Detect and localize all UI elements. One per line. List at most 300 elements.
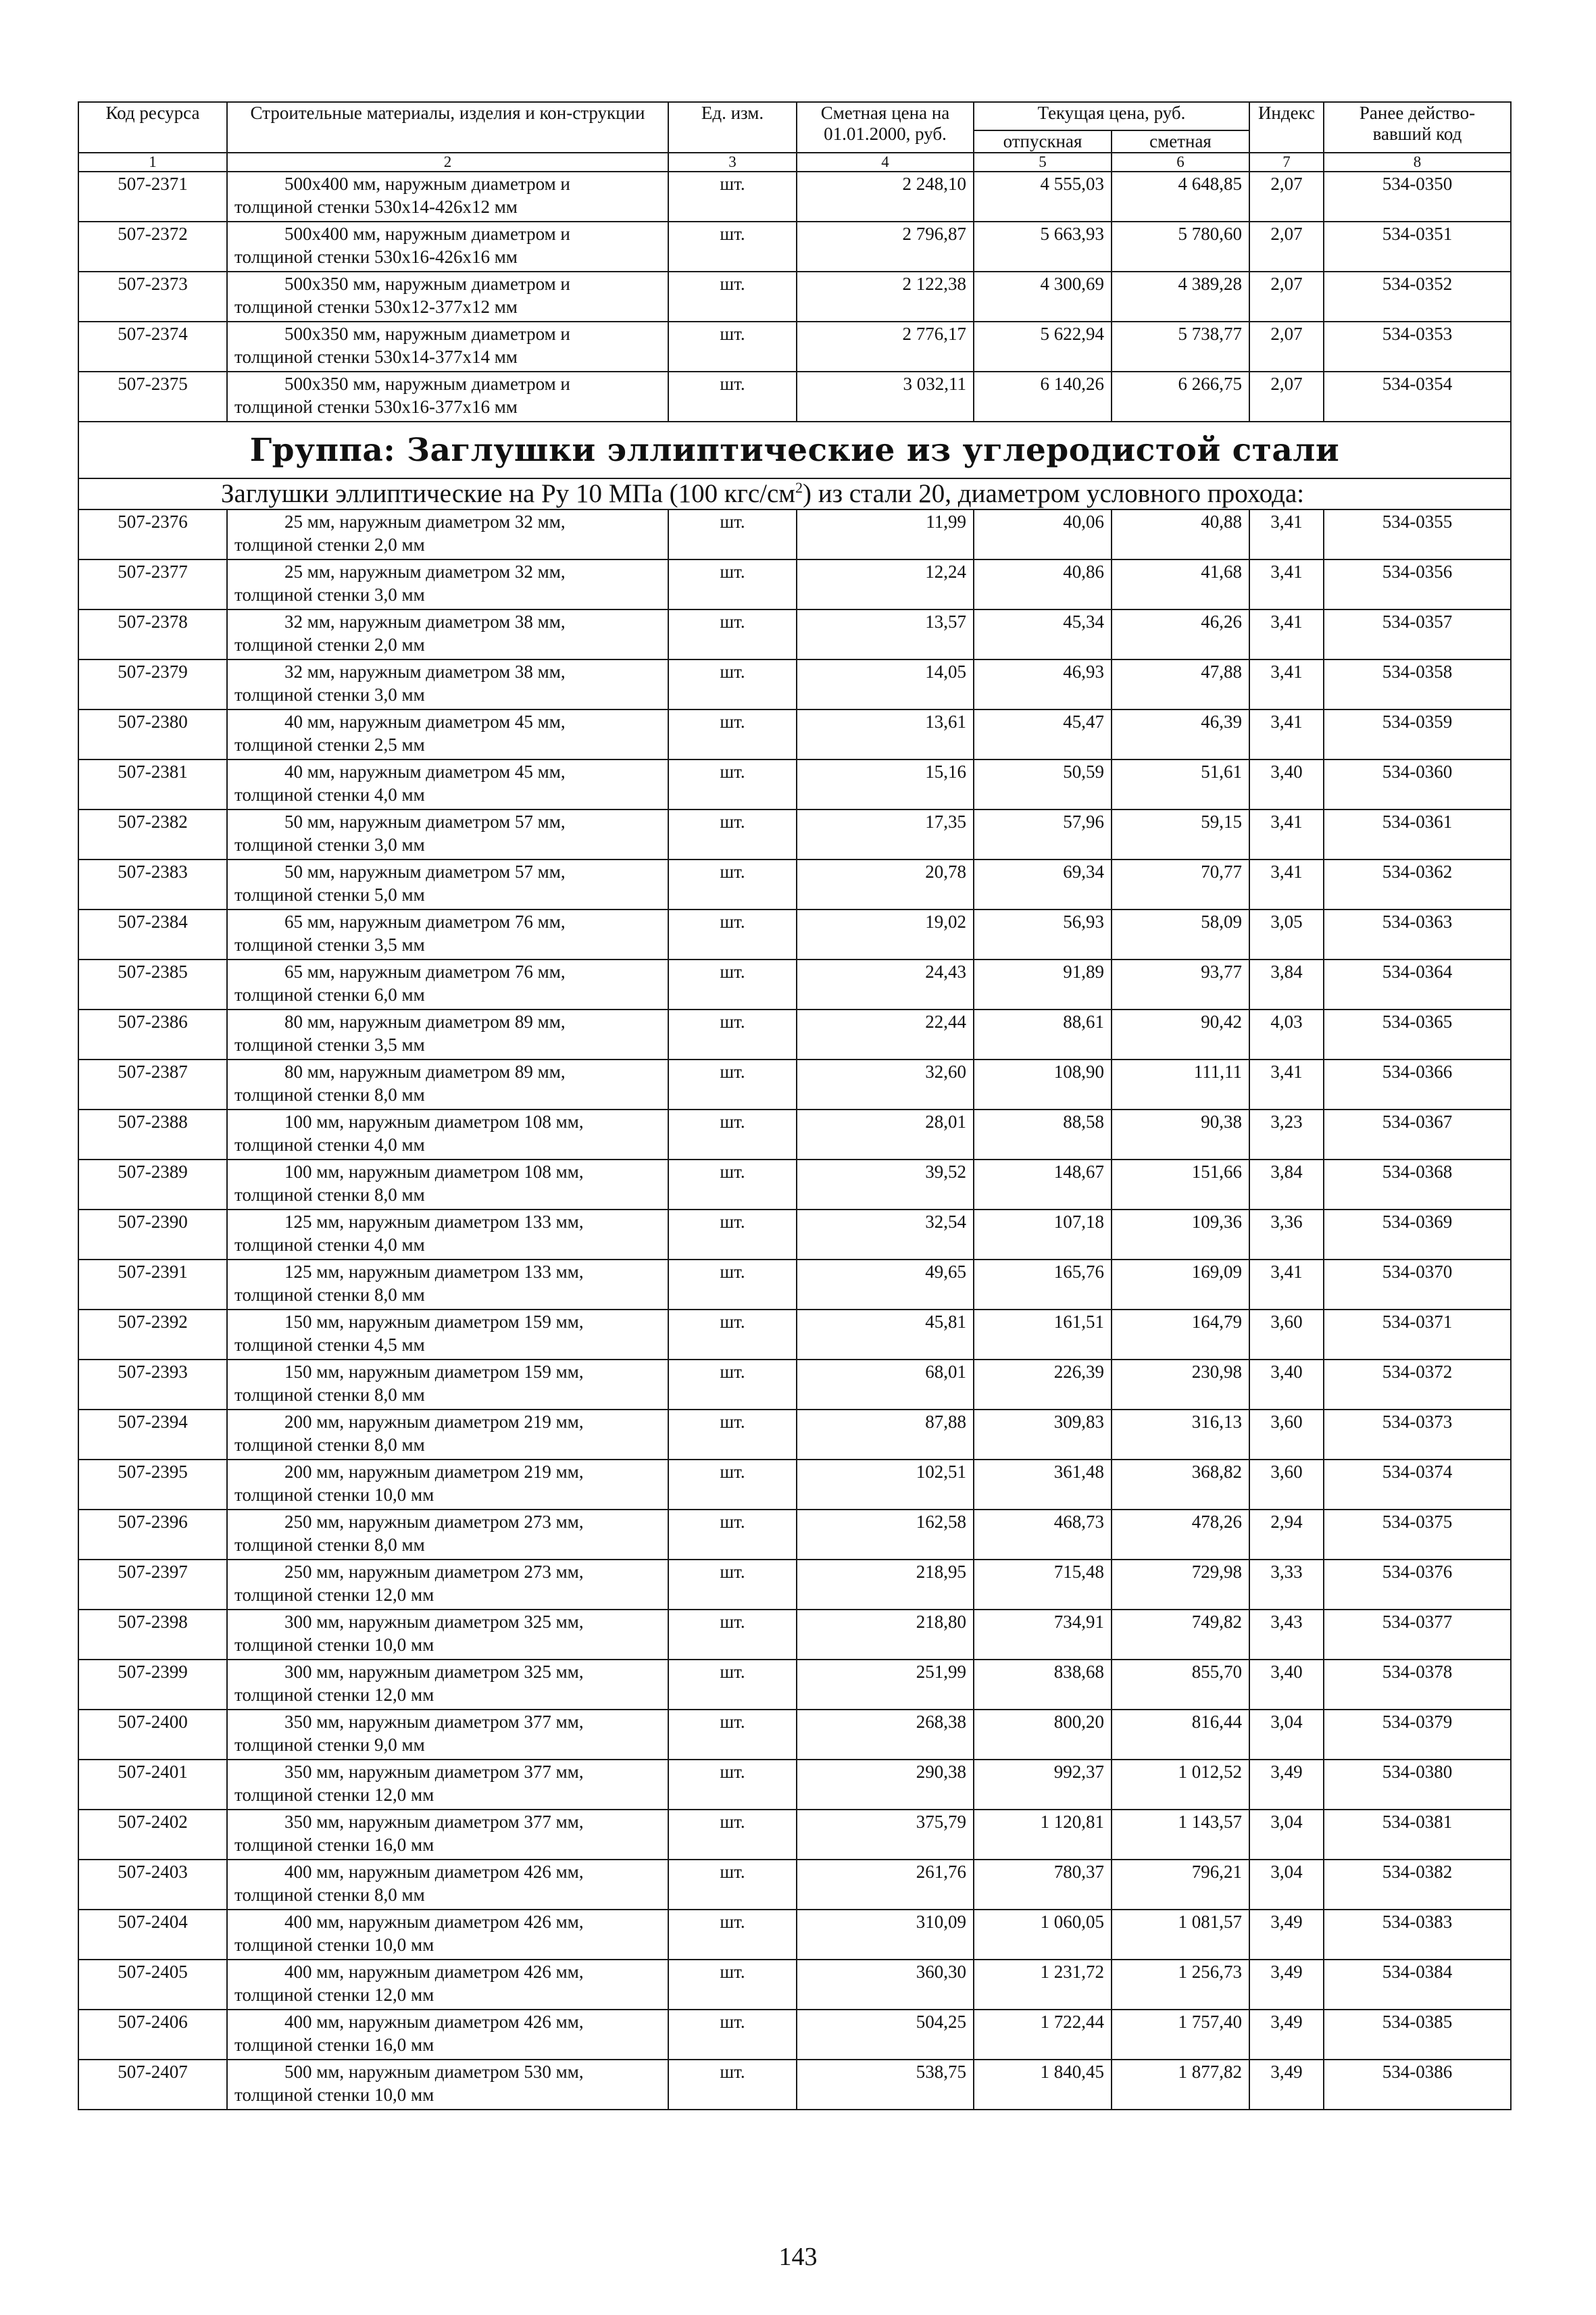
release-price: 50,59 (974, 760, 1112, 810)
unit: шт. (668, 760, 797, 810)
table-row (78, 1760, 1511, 1810)
table-row (78, 659, 1511, 710)
material-description (227, 1460, 668, 1510)
previous-code: 534-0386 (1324, 2060, 1511, 2110)
price-index: 3,43 (1249, 1610, 1324, 1660)
table-row (78, 2010, 1511, 2060)
price-2000: 24,43 (797, 960, 974, 1010)
description-line-1: 150 мм, наружным диаметром 159 мм, (284, 1362, 584, 1382)
unit: шт. (668, 1410, 797, 1460)
description-line-2: толщиной стенки 530x12-377x12 мм (234, 297, 518, 317)
header-release-price: отпускная (974, 130, 1112, 153)
description-line-1: 500x400 мм, наружным диаметром и (284, 224, 570, 244)
release-price: 1 120,81 (974, 1810, 1112, 1860)
description-line-2: толщиной стенки 2,0 мм (234, 534, 425, 555)
release-price: 1 722,44 (974, 2010, 1112, 2060)
resource-code: 507-2371 (78, 172, 227, 222)
estimate-price: 90,42 (1112, 1010, 1249, 1060)
release-price: 40,06 (974, 509, 1112, 559)
previous-code: 534-0351 (1324, 222, 1511, 272)
price-index: 3,36 (1249, 1210, 1324, 1260)
estimate-price: 230,98 (1112, 1360, 1249, 1410)
description-line-2: толщиной стенки 8,0 мм (234, 1435, 425, 1455)
price-2000: 49,65 (797, 1260, 974, 1310)
description-line-1: 350 мм, наружным диаметром 377 мм, (284, 1762, 584, 1782)
price-2000: 360,30 (797, 1960, 974, 2010)
price-2000: 3 032,11 (797, 372, 974, 422)
table-row (78, 1810, 1511, 1860)
unit: шт. (668, 1860, 797, 1910)
table-row (78, 710, 1511, 760)
subgroup-title (78, 478, 1511, 509)
description-line-1: 400 мм, наружным диаметром 426 мм, (284, 1912, 584, 1932)
description-line-1: 25 мм, наружным диаметром 32 мм, (284, 562, 566, 582)
unit: шт. (668, 2060, 797, 2110)
estimate-price: 6 266,75 (1112, 372, 1249, 422)
price-2000: 14,05 (797, 659, 974, 710)
description-line-2: толщиной стенки 3,0 мм (234, 684, 425, 705)
resource-code: 507-2396 (78, 1510, 227, 1560)
release-price: 91,89 (974, 960, 1112, 1010)
previous-code: 534-0383 (1324, 1910, 1511, 1960)
price-2000: 12,24 (797, 559, 974, 609)
release-price: 161,51 (974, 1310, 1112, 1360)
resource-code: 507-2378 (78, 609, 227, 659)
description-line-2: толщиной стенки 3,0 мм (234, 584, 425, 605)
previous-code: 534-0355 (1324, 509, 1511, 559)
release-price: 107,18 (974, 1210, 1112, 1260)
description-line-1: 500x350 мм, наружным диаметром и (284, 324, 570, 344)
unit: шт. (668, 860, 797, 910)
material-description (227, 272, 668, 322)
material-description (227, 1360, 668, 1410)
resource-code: 507-2389 (78, 1160, 227, 1210)
estimate-price: 816,44 (1112, 1710, 1249, 1760)
price-index: 3,05 (1249, 910, 1324, 960)
previous-code: 534-0377 (1324, 1610, 1511, 1660)
column-number: 4 (797, 153, 974, 172)
description-line-2: толщиной стенки 12,0 мм (234, 1785, 434, 1805)
unit: шт. (668, 609, 797, 659)
unit: шт. (668, 960, 797, 1010)
price-index: 3,04 (1249, 1810, 1324, 1860)
material-description (227, 372, 668, 422)
price-index: 3,41 (1249, 710, 1324, 760)
table-row (78, 372, 1511, 422)
price-2000: 11,99 (797, 509, 974, 559)
estimate-price: 1 012,52 (1112, 1760, 1249, 1810)
description-line-2: толщиной стенки 3,0 мм (234, 835, 425, 855)
release-price: 5 622,94 (974, 322, 1112, 372)
description-line-2: толщиной стенки 4,0 мм (234, 1235, 425, 1255)
table-row (78, 609, 1511, 659)
release-price: 5 663,93 (974, 222, 1112, 272)
price-index: 3,49 (1249, 1960, 1324, 2010)
release-price: 715,48 (974, 1560, 1112, 1610)
column-number: 6 (1112, 153, 1249, 172)
rows-top (78, 172, 1511, 422)
material-description (227, 1210, 668, 1260)
description-line-2: толщиной стенки 12,0 мм (234, 1685, 434, 1705)
price-index: 3,41 (1249, 609, 1324, 659)
material-description (227, 1810, 668, 1860)
estimate-price: 46,39 (1112, 710, 1249, 760)
group-title: Группа: Заглушки эллиптические из углеродистой стали (78, 422, 1511, 478)
release-price: 88,58 (974, 1110, 1112, 1160)
resource-code: 507-2400 (78, 1710, 227, 1760)
material-description (227, 172, 668, 222)
previous-code: 534-0378 (1324, 1660, 1511, 1710)
resource-code: 507-2387 (78, 1060, 227, 1110)
release-price: 309,83 (974, 1410, 1112, 1460)
price-index: 4,03 (1249, 1010, 1324, 1060)
price-2000: 538,75 (797, 2060, 974, 2110)
material-description (227, 1910, 668, 1960)
description-line-2: толщиной стенки 8,0 мм (234, 1185, 425, 1205)
resource-code: 507-2388 (78, 1110, 227, 1160)
description-line-1: 350 мм, наружным диаметром 377 мм, (284, 1812, 584, 1832)
table-row (78, 1260, 1511, 1310)
previous-code: 534-0384 (1324, 1960, 1511, 2010)
resource-code: 507-2375 (78, 372, 227, 422)
release-price: 148,67 (974, 1160, 1112, 1210)
estimate-price: 5 738,77 (1112, 322, 1249, 372)
page-number: 143 (778, 2243, 818, 2271)
unit: шт. (668, 2010, 797, 2060)
release-price: 361,48 (974, 1460, 1112, 1510)
price-index: 2,07 (1249, 222, 1324, 272)
description-line-1: 500x350 мм, наружным диаметром и (284, 274, 570, 294)
material-description (227, 559, 668, 609)
previous-code: 534-0379 (1324, 1710, 1511, 1760)
description-line-2: толщиной стенки 10,0 мм (234, 1935, 434, 1955)
estimate-price: 47,88 (1112, 659, 1249, 710)
table-row (78, 1160, 1511, 1210)
resource-code: 507-2372 (78, 222, 227, 272)
table-row (78, 760, 1511, 810)
price-2000: 310,09 (797, 1910, 974, 1960)
description-line-2: толщиной стенки 10,0 мм (234, 1635, 434, 1655)
table-row (78, 1660, 1511, 1710)
previous-code: 534-0357 (1324, 609, 1511, 659)
description-line-2: толщиной стенки 5,0 мм (234, 885, 425, 905)
previous-code: 534-0373 (1324, 1410, 1511, 1460)
unit: шт. (668, 1560, 797, 1610)
price-2000: 102,51 (797, 1460, 974, 1510)
table-row (78, 559, 1511, 609)
resource-code: 507-2384 (78, 910, 227, 960)
unit: шт. (668, 509, 797, 559)
resource-code: 507-2392 (78, 1310, 227, 1360)
price-index: 3,40 (1249, 760, 1324, 810)
previous-code: 534-0362 (1324, 860, 1511, 910)
release-price: 69,34 (974, 860, 1112, 910)
price-2000: 28,01 (797, 1110, 974, 1160)
header-index: Индекс (1249, 102, 1324, 153)
price-2000: 20,78 (797, 860, 974, 910)
estimate-price: 4 389,28 (1112, 272, 1249, 322)
description-line-1: 250 мм, наружным диаметром 273 мм, (284, 1562, 584, 1582)
material-description (227, 2010, 668, 2060)
release-price: 57,96 (974, 810, 1112, 860)
estimate-price: 41,68 (1112, 559, 1249, 609)
previous-code: 534-0353 (1324, 322, 1511, 372)
description-line-1: 400 мм, наружным диаметром 426 мм, (284, 2012, 584, 2032)
previous-code: 534-0354 (1324, 372, 1511, 422)
release-price: 468,73 (974, 1510, 1112, 1560)
price-index: 3,41 (1249, 810, 1324, 860)
description-line-1: 25 мм, наружным диаметром 32 мм, (284, 512, 566, 532)
table-row (78, 222, 1511, 272)
description-line-1: 250 мм, наружным диаметром 273 мм, (284, 1512, 584, 1532)
price-2000: 22,44 (797, 1010, 974, 1060)
material-description (227, 1510, 668, 1560)
description-line-2: толщиной стенки 4,0 мм (234, 785, 425, 805)
description-line-1: 500 мм, наружным диаметром 530 мм, (284, 2062, 584, 2082)
estimate-price: 1 877,82 (1112, 2060, 1249, 2110)
header-current-price: Текущая цена, руб. (974, 102, 1249, 130)
description-line-1: 80 мм, наружным диаметром 89 мм, (284, 1012, 566, 1032)
material-description (227, 1960, 668, 2010)
column-number-row (78, 153, 1511, 172)
unit: шт. (668, 322, 797, 372)
previous-code: 534-0385 (1324, 2010, 1511, 2060)
price-index: 3,41 (1249, 1260, 1324, 1310)
estimate-price: 46,26 (1112, 609, 1249, 659)
rows-main (78, 509, 1511, 2110)
unit: шт. (668, 1910, 797, 1960)
column-number: 5 (974, 153, 1112, 172)
estimate-price: 164,79 (1112, 1310, 1249, 1360)
resource-code: 507-2403 (78, 1860, 227, 1910)
resource-code: 507-2383 (78, 860, 227, 910)
price-index: 3,41 (1249, 559, 1324, 609)
description-line-1: 100 мм, наружным диаметром 108 мм, (284, 1112, 584, 1132)
material-description (227, 322, 668, 372)
resource-code: 507-2397 (78, 1560, 227, 1610)
material-description (227, 1560, 668, 1610)
release-price: 108,90 (974, 1060, 1112, 1110)
description-line-1: 125 мм, наружным диаметром 133 мм, (284, 1212, 584, 1232)
description-line-1: 200 мм, наружным диаметром 219 мм, (284, 1412, 584, 1432)
release-price: 165,76 (974, 1260, 1112, 1310)
material-description (227, 1660, 668, 1710)
description-line-2: толщиной стенки 530x16-426x16 мм (234, 247, 518, 267)
description-line-2: толщиной стенки 4,0 мм (234, 1135, 425, 1155)
release-price: 45,34 (974, 609, 1112, 659)
previous-code: 534-0375 (1324, 1510, 1511, 1560)
unit: шт. (668, 1310, 797, 1360)
resource-code: 507-2394 (78, 1410, 227, 1460)
table-header-row (78, 102, 1511, 130)
subgroup-row (78, 478, 1511, 509)
price-2000: 17,35 (797, 810, 974, 860)
previous-code: 534-0359 (1324, 710, 1511, 760)
header-code: Код ресурса (78, 102, 227, 153)
previous-code: 534-0350 (1324, 172, 1511, 222)
material-description (227, 1160, 668, 1210)
unit: шт. (668, 1210, 797, 1260)
estimate-price: 151,66 (1112, 1160, 1249, 1210)
description-line-1: 40 мм, наружным диаметром 45 мм, (284, 762, 566, 782)
resource-code: 507-2406 (78, 2010, 227, 2060)
release-price: 45,47 (974, 710, 1112, 760)
price-2000: 32,60 (797, 1060, 974, 1110)
material-description (227, 810, 668, 860)
table-row (78, 509, 1511, 559)
description-line-2: толщиной стенки 10,0 мм (234, 2085, 434, 2105)
release-price: 1 060,05 (974, 1910, 1112, 1960)
price-index: 3,40 (1249, 1360, 1324, 1410)
subgroup-text-before: Заглушки эллиптические на Ру 10 МПа (100 кгс/см (221, 479, 795, 508)
description-line-2: толщиной стенки 8,0 мм (234, 1885, 425, 1905)
table-row (78, 1010, 1511, 1060)
estimate-price: 1 256,73 (1112, 1960, 1249, 2010)
material-description (227, 1060, 668, 1110)
table-row (78, 860, 1511, 910)
estimate-price: 796,21 (1112, 1860, 1249, 1910)
resource-code: 507-2391 (78, 1260, 227, 1310)
previous-code: 534-0376 (1324, 1560, 1511, 1610)
description-line-1: 80 мм, наружным диаметром 89 мм, (284, 1062, 566, 1082)
price-2000: 39,52 (797, 1160, 974, 1210)
release-price: 4 300,69 (974, 272, 1112, 322)
price-index: 3,60 (1249, 1460, 1324, 1510)
table-row (78, 1210, 1511, 1260)
description-line-1: 40 мм, наружным диаметром 45 мм, (284, 712, 566, 732)
price-2000: 375,79 (797, 1810, 974, 1860)
table-row (78, 322, 1511, 372)
resource-code: 507-2399 (78, 1660, 227, 1710)
previous-code: 534-0361 (1324, 810, 1511, 860)
description-line-1: 500x350 мм, наружным диаметром и (284, 374, 570, 394)
material-description (227, 1610, 668, 1660)
description-line-2: толщиной стенки 8,0 мм (234, 1385, 425, 1405)
unit: шт. (668, 172, 797, 222)
price-index: 3,04 (1249, 1860, 1324, 1910)
material-description (227, 2060, 668, 2110)
unit: шт. (668, 222, 797, 272)
price-sheet (78, 101, 1510, 2110)
description-line-2: толщиной стенки 4,5 мм (234, 1335, 425, 1355)
estimate-price: 1 757,40 (1112, 2010, 1249, 2060)
release-price: 226,39 (974, 1360, 1112, 1410)
column-number: 3 (668, 153, 797, 172)
description-line-1: 400 мм, наружным диаметром 426 мм, (284, 1962, 584, 1982)
material-description (227, 1110, 668, 1160)
previous-code: 534-0381 (1324, 1810, 1511, 1860)
price-2000: 251,99 (797, 1660, 974, 1710)
price-index: 3,84 (1249, 1160, 1324, 1210)
description-line-1: 65 мм, наружным диаметром 76 мм, (284, 962, 566, 982)
group-section (78, 422, 1511, 509)
price-index: 2,07 (1249, 272, 1324, 322)
column-number: 7 (1249, 153, 1324, 172)
description-line-1: 100 мм, наружным диаметром 108 мм, (284, 1162, 584, 1182)
table-row (78, 172, 1511, 222)
previous-code: 534-0370 (1324, 1260, 1511, 1310)
estimate-price: 478,26 (1112, 1510, 1249, 1560)
unit: шт. (668, 1810, 797, 1860)
estimate-price: 70,77 (1112, 860, 1249, 910)
price-2000: 162,58 (797, 1510, 974, 1560)
unit: шт. (668, 810, 797, 860)
previous-code: 534-0352 (1324, 272, 1511, 322)
resource-code: 507-2407 (78, 2060, 227, 2110)
unit: шт. (668, 659, 797, 710)
estimate-price: 5 780,60 (1112, 222, 1249, 272)
unit: шт. (668, 1710, 797, 1760)
estimate-price: 316,13 (1112, 1410, 1249, 1460)
material-description (227, 710, 668, 760)
unit: шт. (668, 272, 797, 322)
resource-code: 507-2373 (78, 272, 227, 322)
resource-code: 507-2398 (78, 1610, 227, 1660)
price-index: 3,60 (1249, 1310, 1324, 1360)
estimate-price: 368,82 (1112, 1460, 1249, 1510)
material-description (227, 609, 668, 659)
column-number: 2 (227, 153, 668, 172)
release-price: 838,68 (974, 1660, 1112, 1710)
table-row (78, 1510, 1511, 1560)
description-line-1: 32 мм, наружным диаметром 38 мм, (284, 662, 566, 682)
header-unit: Ед. изм. (668, 102, 797, 153)
table-row (78, 1860, 1511, 1910)
release-price: 6 140,26 (974, 372, 1112, 422)
price-index: 3,41 (1249, 509, 1324, 559)
price-index: 3,41 (1249, 659, 1324, 710)
price-2000: 218,95 (797, 1560, 974, 1610)
header-materials: Строительные материалы, изделия и кон-струкции (227, 102, 668, 153)
estimate-price: 1 143,57 (1112, 1810, 1249, 1860)
description-line-2: толщиной стенки 8,0 мм (234, 1535, 425, 1555)
unit: шт. (668, 1060, 797, 1110)
description-line-2: толщиной стенки 2,0 мм (234, 634, 425, 655)
resource-code: 507-2374 (78, 322, 227, 372)
price-2000: 268,38 (797, 1710, 974, 1760)
price-2000: 68,01 (797, 1360, 974, 1410)
unit: шт. (668, 710, 797, 760)
description-line-2: толщиной стенки 530x14-426x12 мм (234, 197, 518, 217)
resource-code: 507-2402 (78, 1810, 227, 1860)
material-description (227, 659, 668, 710)
description-line-1: 50 мм, наружным диаметром 57 мм, (284, 862, 566, 882)
estimate-price: 855,70 (1112, 1660, 1249, 1710)
price-2000: 13,57 (797, 609, 974, 659)
description-line-1: 400 мм, наружным диаметром 426 мм, (284, 1862, 584, 1882)
unit: шт. (668, 1760, 797, 1810)
header-estimate-current: сметная (1112, 130, 1249, 153)
estimate-price: 59,15 (1112, 810, 1249, 860)
material-description (227, 509, 668, 559)
price-2000: 218,80 (797, 1610, 974, 1660)
release-price: 40,86 (974, 559, 1112, 609)
estimate-price: 40,88 (1112, 509, 1249, 559)
description-line-2: толщиной стенки 12,0 мм (234, 1585, 434, 1605)
description-line-2: толщиной стенки 530x16-377x16 мм (234, 397, 518, 417)
column-number: 8 (1324, 153, 1511, 172)
resource-code: 507-2385 (78, 960, 227, 1010)
price-index: 2,07 (1249, 172, 1324, 222)
price-index: 3,60 (1249, 1410, 1324, 1460)
subgroup-superscript: 2 (795, 479, 803, 496)
material-description (227, 960, 668, 1010)
table-row (78, 1360, 1511, 1410)
description-line-1: 300 мм, наружным диаметром 325 мм, (284, 1612, 584, 1632)
material-description (227, 1010, 668, 1060)
resource-code: 507-2401 (78, 1760, 227, 1810)
unit: шт. (668, 1160, 797, 1210)
